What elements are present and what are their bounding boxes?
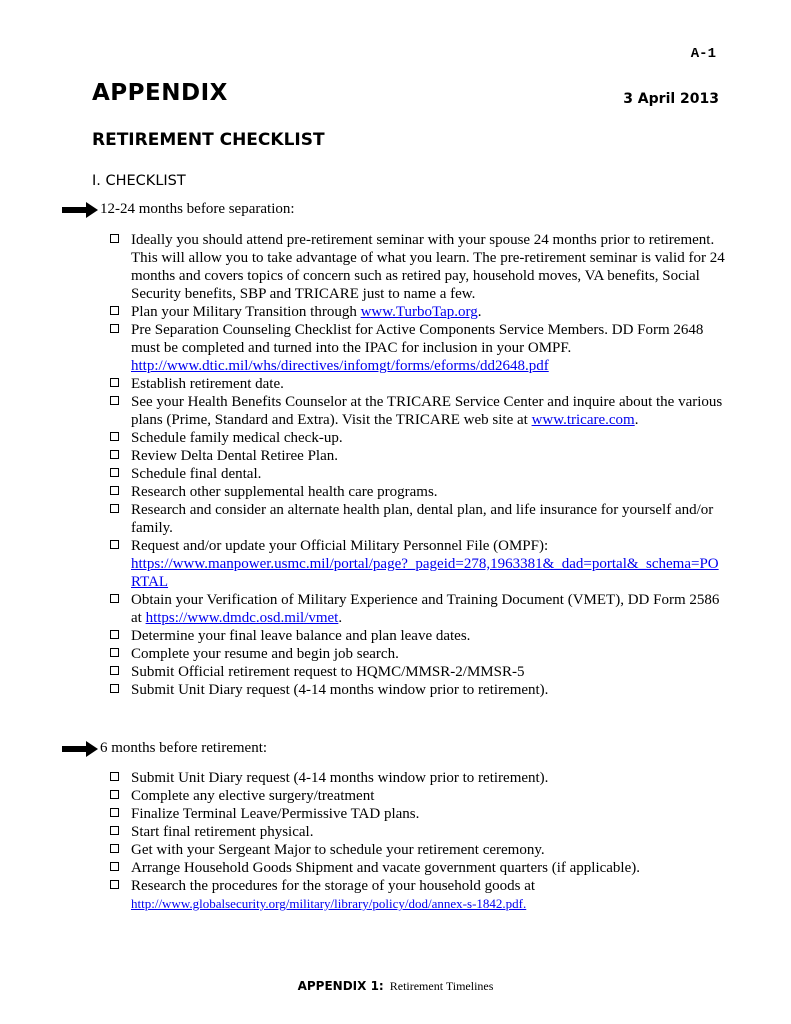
page-footer — [0, 979, 791, 994]
footer-label: APPENDIX 1 — [297, 979, 379, 993]
phase-2-heading — [62, 740, 267, 757]
checkbox-icon[interactable] — [110, 594, 119, 603]
checkbox-icon[interactable] — [110, 790, 119, 799]
phase-2-checklist — [108, 769, 728, 913]
checklist-item: Request and/or update your Official Military Personnel File (OMPF): https://www.manpower.usmc.mil/portal/page?_pageid=278,1963381&_dad=portal&_schema=PORTAL — [108, 537, 728, 591]
checklist-item: Research other supplemental health care programs. — [108, 483, 728, 501]
checkbox-icon[interactable] — [110, 450, 119, 459]
checkbox-icon[interactable] — [110, 378, 119, 387]
phase-1-label: 12-24 months before separation: — [100, 201, 295, 217]
checklist-item: Research the procedures for the storage of your household goods at http://www.globalsecurity.org/military/library/policy/dod/annex-s-1842.pdf. — [108, 877, 728, 913]
checklist-item: Complete your resume and begin job search. — [108, 645, 728, 663]
arrow-right-icon — [62, 202, 98, 218]
checklist-item: Finalize Terminal Leave/Permissive TAD plans. — [108, 805, 728, 823]
page-title: APPENDIX — [92, 80, 228, 106]
checkbox-icon[interactable] — [110, 666, 119, 675]
checkbox-icon[interactable] — [110, 306, 119, 315]
checklist-item: Ideally you should attend pre-retirement seminar with your spouse 24 months prior to retirement. This will allow you to take advantage of what you learn. The pre-retirement seminar is valid for 24 months and covers topics of concern such as retired pay, household moves, VA benefits, Social Security benefits, SBP and TRICARE just to name a few. — [108, 231, 728, 303]
turbotap-link[interactable]: www.TurboTap.org — [360, 304, 478, 320]
checklist-item: Submit Unit Diary request (4-14 months window prior to retirement). — [108, 769, 728, 787]
checkbox-icon[interactable] — [110, 862, 119, 871]
ompf-link[interactable]: https://www.manpower.usmc.mil/portal/page?_pageid=278,1963381&_dad=portal&_schema=PORTAL — [131, 556, 719, 590]
checkbox-icon[interactable] — [110, 844, 119, 853]
checklist-item: Schedule final dental. — [108, 465, 728, 483]
globalsecurity-link[interactable]: http://www.globalsecurity.org/military/library/policy/dod/annex-s-1842.pdf. — [131, 896, 527, 911]
phase-2-label: 6 months before retirement: — [100, 740, 268, 756]
checklist-item: Submit Unit Diary request (4-14 months window prior to retirement). — [108, 681, 728, 699]
checklist-item: Arrange Household Goods Shipment and vacate government quarters (if applicable). — [108, 859, 728, 877]
checkbox-icon[interactable] — [110, 432, 119, 441]
checklist-item: Research and consider an alternate health plan, dental plan, and life insurance for yourself and/or family. — [108, 501, 728, 537]
dd2648-link[interactable]: http://www.dtic.mil/whs/directives/infomgt/forms/eforms/dd2648.pdf — [131, 358, 549, 374]
document-date: 3 April 2013 — [623, 91, 719, 107]
phase-1-heading — [62, 201, 295, 218]
checklist-item: Plan your Military Transition through www.TurboTap.org. — [108, 303, 728, 321]
page-number: A-1 — [690, 46, 716, 62]
vmet-link[interactable]: https://www.dmdc.osd.mil/vmet — [145, 610, 339, 626]
checkbox-icon[interactable] — [110, 826, 119, 835]
checkbox-icon[interactable] — [110, 808, 119, 817]
checkbox-icon[interactable] — [110, 648, 119, 657]
checkbox-icon[interactable] — [110, 324, 119, 333]
checklist-item: Submit Official retirement request to HQMC/MMSR-2/MMSR-5 — [108, 663, 728, 681]
checkbox-icon[interactable] — [110, 468, 119, 477]
checkbox-icon[interactable] — [110, 880, 119, 889]
checkbox-icon[interactable] — [110, 234, 119, 243]
checkbox-icon[interactable] — [110, 772, 119, 781]
checkbox-icon[interactable] — [110, 486, 119, 495]
checkbox-icon[interactable] — [110, 684, 119, 693]
subtitle: RETIREMENT CHECKLIST — [92, 130, 325, 150]
checklist-item: Review Delta Dental Retiree Plan. — [108, 447, 728, 465]
phase-1-checklist — [108, 231, 728, 699]
section-heading: I. CHECKLIST — [92, 173, 186, 189]
checkbox-icon[interactable] — [110, 540, 119, 549]
footer-text: Retirement Timelines — [389, 979, 494, 993]
checklist-item: Pre Separation Counseling Checklist for Active Components Service Members. DD Form 2648 must be completed and turned into the IPAC for inclusion in your OMPF. http://www.dtic.mil/whs/directives/infomgt/forms/eforms/dd2648.pdf — [108, 321, 728, 375]
footer-separator: : — [378, 979, 384, 993]
checklist-item: Start final retirement physical. — [108, 823, 728, 841]
checklist-item: Determine your final leave balance and plan leave dates. — [108, 627, 728, 645]
checklist-item: Schedule family medical check-up. — [108, 429, 728, 447]
checklist-item: Complete any elective surgery/treatment — [108, 787, 728, 805]
checklist-item: See your Health Benefits Counselor at the TRICARE Service Center and inquire about the various plans (Prime, Standard and Extra). Visit the TRICARE web site at www.tricare.com. — [108, 393, 728, 429]
checkbox-icon[interactable] — [110, 396, 119, 405]
checkbox-icon[interactable] — [110, 630, 119, 639]
checklist-item: Establish retirement date. — [108, 375, 728, 393]
checklist-item: Obtain your Verification of Military Experience and Training Document (VMET), DD Form 2586 at https://www.dmdc.osd.mil/vmet. — [108, 591, 728, 627]
arrow-right-icon — [62, 741, 98, 757]
checkbox-icon[interactable] — [110, 504, 119, 513]
tricare-link[interactable]: www.tricare.com — [531, 412, 635, 428]
checklist-item: Get with your Sergeant Major to schedule your retirement ceremony. — [108, 841, 728, 859]
